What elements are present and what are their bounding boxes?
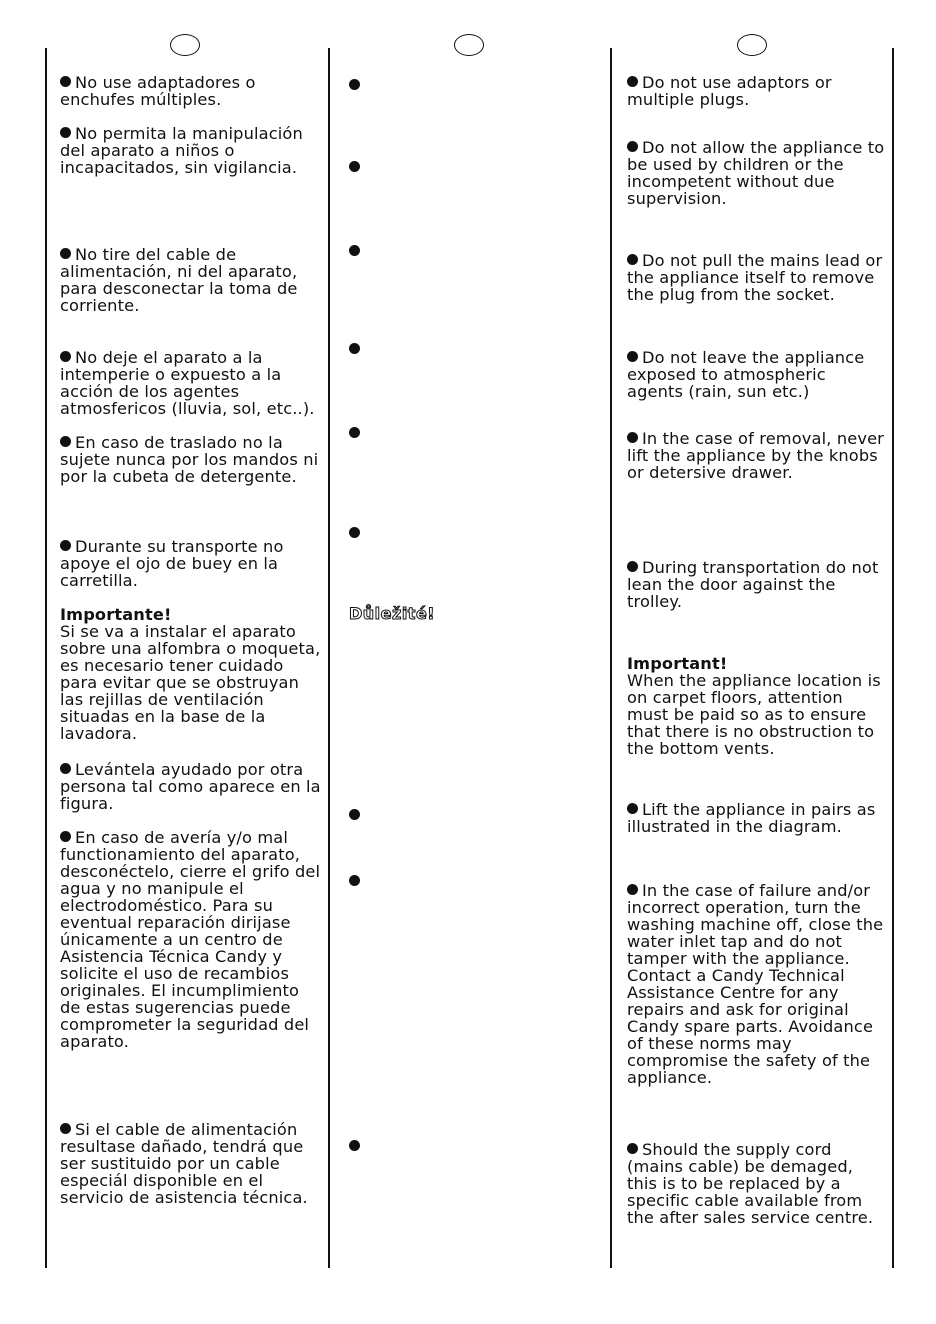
en-warning-cable: Do not pull the mains lead or the appliance itself to remove the plug from the socket. [627, 251, 883, 304]
bullet-icon [627, 76, 638, 87]
bullet-icon [60, 248, 71, 259]
bullet-icon [627, 141, 638, 152]
bullet-icon [627, 1143, 638, 1154]
cz-important-title: Důležité! [349, 604, 436, 623]
es-warning-cable: No tire del cable de alimentación, ni del aparato, para desconectar la toma de corriente. [60, 245, 298, 315]
bullet-icon [60, 1123, 71, 1134]
es-important-title: Importante! [60, 605, 172, 624]
bullet-icon [60, 436, 71, 447]
en-warning-transport: During transportation do not lean the door against the trolley. [627, 558, 879, 611]
es-warning-failure: En caso de avería y/o mal functionamiento del aparato, desconéctelo, cierre el grifo del agua y no manipule el electrodoméstico. Para su eventual reparación dirijase únicamente a un centro de Asistencia Técnica Candy y solicite el uso de recambios originales. El incumplimiento de estas sugerencias puede comprometer la seguridad del aparato. [60, 828, 321, 1051]
bullet-icon [60, 76, 71, 87]
bullet-icon [349, 79, 360, 90]
bullet-icon [349, 875, 360, 886]
es-warning-supply-cord: Si el cable de alimentación resultase dañado, tendrá que ser sustituido por un cable especiál disponible en el servicio de asistencia técnica. [60, 1120, 308, 1207]
es-warning-adapters: No use adaptadores o enchufes múltiples. [60, 73, 256, 109]
bullet-icon [627, 254, 638, 265]
bullet-icon [627, 803, 638, 814]
es-warning-transport: Durante su transporte no apoye el ojo de buey en la carretilla. [60, 537, 284, 590]
bullet-icon [349, 161, 360, 172]
en-warning-lift: Lift the appliance in pairs as illustrated in the diagram. [627, 800, 876, 836]
en-warning-children: Do not allow the appliance to be used by children or the incompetent without due supervision. [627, 138, 885, 208]
bullet-icon [349, 527, 360, 538]
bullet-icon [627, 561, 638, 572]
bullet-icon [349, 427, 360, 438]
es-warning-lift: Levántela ayudado por otra persona tal como aparece en la figura. [60, 760, 321, 813]
column-divider-right [892, 48, 894, 1268]
bullet-icon [627, 432, 638, 443]
column-divider-middle-left [328, 48, 330, 1268]
column-divider-left [45, 48, 47, 1268]
bullet-icon [60, 831, 71, 842]
es-warning-children: No permita la manipulación del aparato a niños o incapacitados, sin vigilancia. [60, 124, 303, 177]
bullet-icon [60, 540, 71, 551]
language-circle-spanish [170, 34, 200, 56]
en-important-title: Important! [627, 654, 728, 673]
bullet-icon [349, 1140, 360, 1151]
bullet-icon [60, 763, 71, 774]
en-important-note [627, 655, 885, 757]
en-warning-adapters: Do not use adaptors or multiple plugs. [627, 73, 832, 109]
language-circle-english [737, 34, 767, 56]
bullet-icon [627, 884, 638, 895]
en-warning-failure: In the case of failure and/or incorrect operation, turn the washing machine off, close the water inlet tap and do not tamper with the appliance. Contact a Candy Technical Assistance Centre for any repairs and ask for original Candy spare parts. Avoidance of these norms may compromise the safety of the appliance. [627, 881, 884, 1087]
en-warning-supply-cord: Should the supply cord (mains cable) be demaged, this is to be replaced by a specific cable available from the after sales service centre. [627, 1140, 874, 1227]
language-circle-czech [454, 34, 484, 56]
column-divider-middle-right [610, 48, 612, 1268]
es-important-note [60, 606, 322, 742]
bullet-icon [349, 245, 360, 256]
bullet-icon [60, 351, 71, 362]
bullet-icon [60, 127, 71, 138]
bullet-icon [349, 809, 360, 820]
es-warning-moving: En caso de traslado no la sujete nunca por los mandos ni por la cubeta de detergente. [60, 433, 319, 486]
en-warning-moving: In the case of removal, never lift the appliance by the knobs or detersive drawer. [627, 429, 884, 482]
es-important-text: Si se va a instalar el aparato sobre una alfombra o moqueta, es necesario tener cuidado para evitar que se obstruyan las rejillas de ventilación situadas en la base de la lavadora. [60, 622, 321, 743]
bullet-icon [627, 351, 638, 362]
en-warning-weather: Do not leave the appliance exposed to atmospheric agents (rain, sun etc.) [627, 348, 865, 401]
es-warning-weather: No deje el aparato a la intemperie o expuesto a la acción de los agentes atmosfericos (lluvia, sol, etc..). [60, 348, 315, 418]
bullet-icon [349, 343, 360, 354]
en-important-text: When the appliance location is on carpet floors, attention must be paid so as to ensure that there is no obstruction to the bottom vents. [627, 671, 881, 758]
